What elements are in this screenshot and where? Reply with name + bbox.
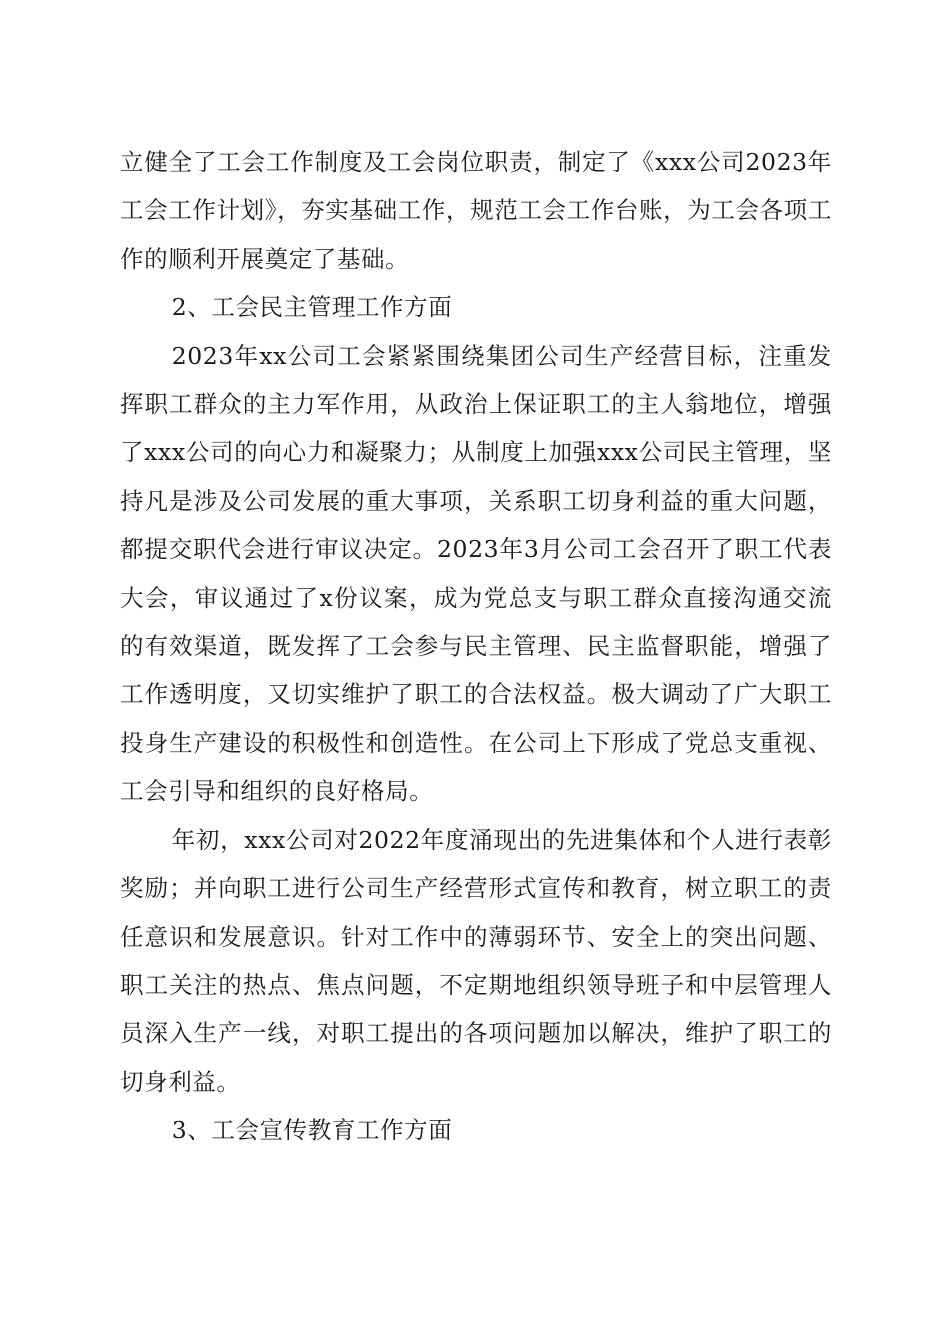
document-body: [120, 138, 832, 1155]
section-heading-publicity-education: 3、工会宣传教育工作方面: [171, 1116, 453, 1145]
paragraph-continuation: 立健全了工会工作制度及工会岗位职责，制定了《xxx公司2023年工会工作计划》，夯实基础工作，规范工会工作台账，为工会各项工作的顺利开展奠定了基础。: [120, 148, 832, 273]
section-heading-democratic-management: 2、工会民主管理工作方面: [171, 293, 453, 322]
paragraph-democratic-management: 2023年xx公司工会紧紧围绕集团公司生产经营目标，注重发挥职工群众的主力军作用，从政治上保证职工的主人翁地位，增强了xxx公司的向心力和凝聚力；从制度上加强xxx公司民主管理，坚持凡是涉及公司发展的重大事项，关系职工切身利益的重大问题，都提交职代会进行审议决定。2023年3月公司工会召开了职工代表大会，审议通过了x份议案，成为党总支与职工群众直接沟通交流的有效渠道，既发挥了工会参与民主管理、民主监督职能，增强了工作透明度，又切实维护了职工的合法权益。极大调动了广大职工投身生产建设的积极性和创造性。在公司上下形成了党总支重视、工会引导和组织的良好格局。: [120, 341, 832, 806]
paragraph-commendation: 年初，xxx公司对2022年度涌现出的先进集体和个人进行表彰奖励；并向职工进行公司生产经营形式宣传和教育，树立职工的责任意识和发展意识。针对工作中的薄弱环节、安全上的突出问题、职工关注的热点、焦点问题，不定期地组织领导班子和中层管理人员深入生产一线，对职工提出的各项问题加以解决，维护了职工的切身利益。: [120, 825, 832, 1096]
